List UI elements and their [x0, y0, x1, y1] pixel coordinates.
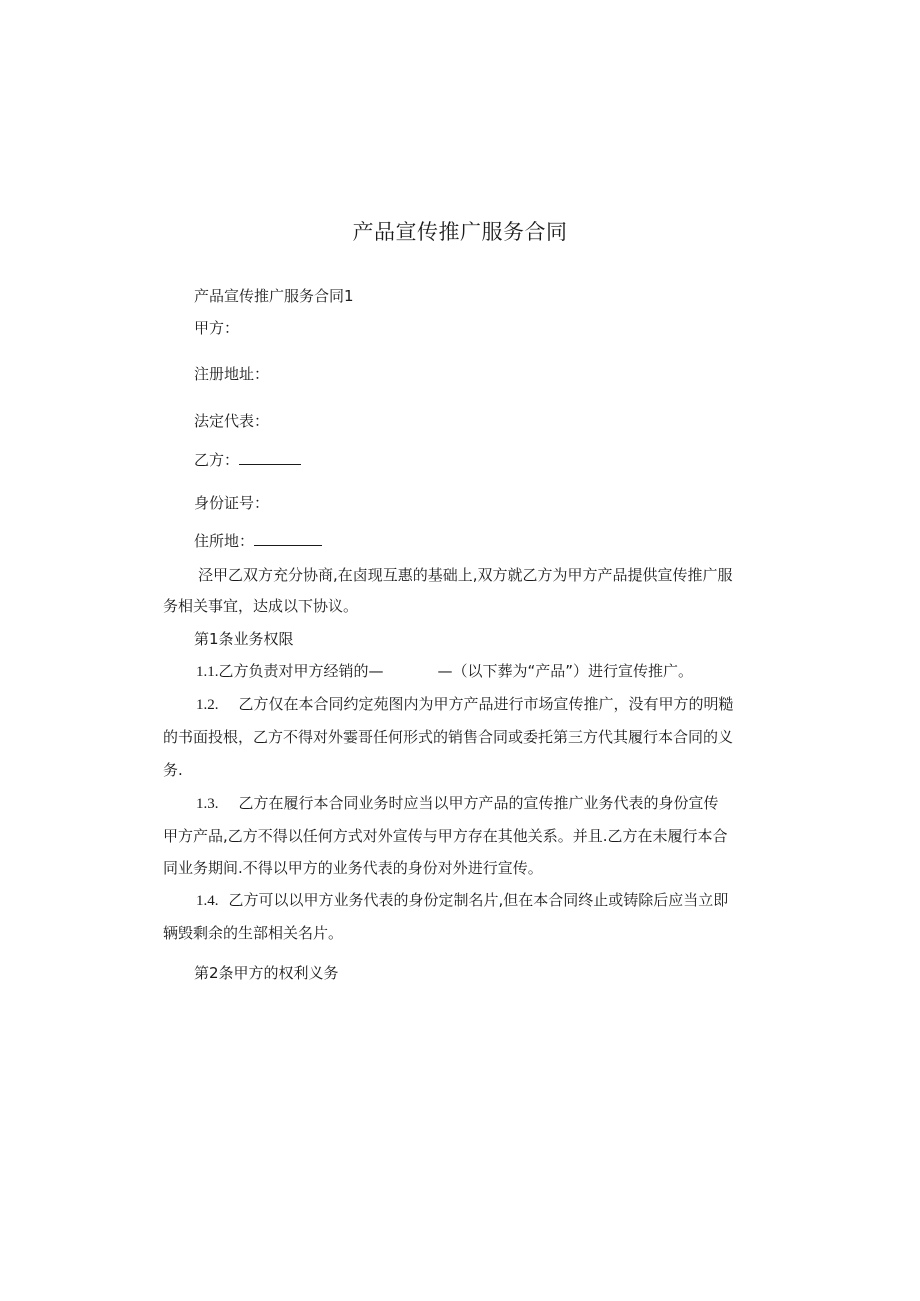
clause-1-1-text-b: —（以下葬为“产品”）进行宣传推广。 — [437, 662, 694, 680]
document-subtitle: 产品宣传推广服务合同1 — [194, 287, 354, 305]
clause-1-2-text-1: 乙方仅在本合同约定苑图内为甲方产品进行市场宣传推广，没有甲方的明糙 — [238, 695, 734, 713]
clause-1-2-line-2: 的书面投根，乙方不得对外霎哥任何形式的销售合同或委托第三方代其履行本合同的义 — [163, 728, 734, 746]
legal-representative-label: 法定代表： — [194, 412, 270, 430]
clause-1-3-line-2: 甲方产品,乙方不得以任何方式对外宣传与甲方存在其他关系。并且.乙方在未履行本合 — [163, 827, 728, 845]
clause-1-2-line-3: 务. — [163, 761, 183, 779]
article-1-title: 第1条业务权限 — [194, 630, 294, 648]
id-number-label: 身份证号： — [194, 494, 270, 512]
clause-1-4-line-1 — [196, 890, 728, 911]
clause-1-4-number: 1.4. — [196, 893, 219, 909]
article-2-title: 第2条甲方的权利义务 — [194, 964, 339, 982]
clause-1-3-line-3: 同业务期间.不得以甲方的业务代表的身份对外进行宣传。 — [163, 859, 543, 877]
intro-paragraph-line-2: 务相关事宜，达成以下协议。 — [163, 597, 359, 615]
residence-blank — [254, 531, 322, 546]
party-b-label: 乙方： — [194, 451, 240, 469]
clause-1-1-number: 1.1. — [196, 664, 219, 680]
clause-1-4-line-2: 辆毁剩余的生部相关名片。 — [163, 924, 344, 942]
party-b-line — [194, 450, 301, 470]
clause-1-3-number: 1.3. — [196, 796, 219, 812]
party-a-label: 甲方： — [194, 319, 240, 337]
clause-1-1 — [196, 661, 693, 682]
clause-1-3-text-1: 乙方在履行本合同业务时应当以甲方产品的宣传推广业务代表的身份宣传 — [238, 794, 719, 812]
registered-address-label: 注册地址： — [194, 365, 270, 383]
clause-1-1-text-a: 乙方负责对甲方经销的— — [218, 662, 384, 680]
intro-paragraph-line-1: 泾甲乙双方充分协商,在卤现互惠的基础上,双方就乙方为甲方产品提供宣传推广服 — [198, 566, 733, 584]
document-title: 产品宣传推广服务合同 — [352, 220, 568, 244]
clause-1-3-line-1 — [196, 793, 719, 814]
residence-line — [194, 531, 322, 551]
clause-1-2-number: 1.2. — [196, 697, 219, 713]
party-b-blank — [239, 450, 301, 465]
clause-1-4-text-1: 乙方可以以甲方业务代表的身份定制名片,但在本合同终止或铸除后应当立即 — [228, 891, 729, 909]
residence-label: 住所地： — [194, 532, 255, 550]
clause-1-2-line-1 — [196, 694, 734, 715]
